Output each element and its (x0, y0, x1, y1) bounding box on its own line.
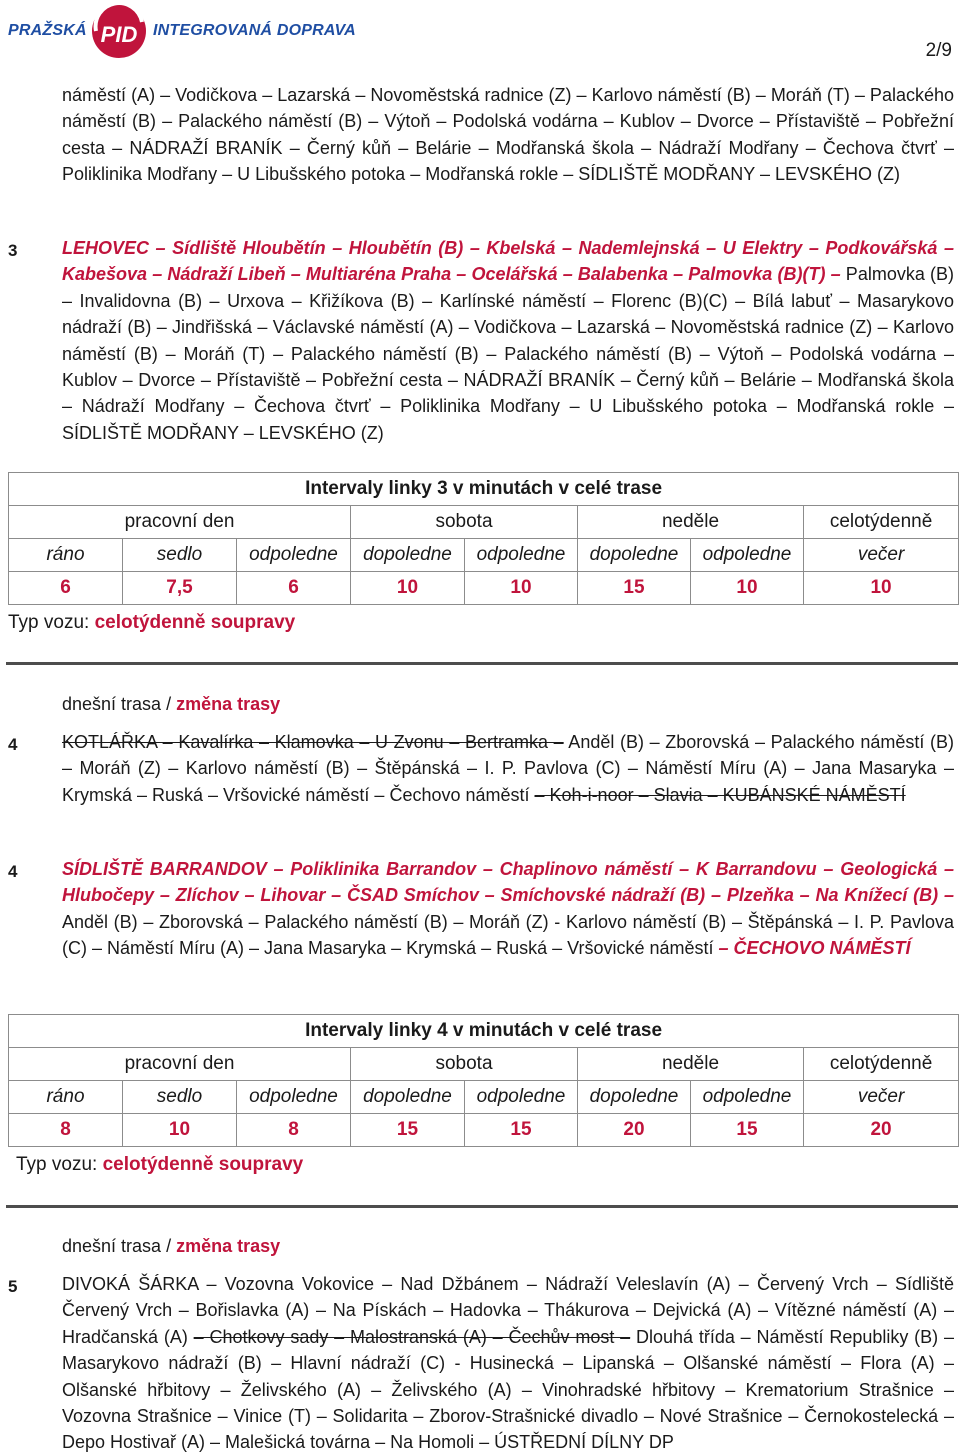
new-route-section: SÍDLIŠTĚ BARRANDOV – Poliklinika Barrandov – Chaplinovo náměstí – K Barrandovu – Geologická – Hlubočepy – Zlíchov – Lihovar – ČSAD Smíchov – Smíchovské nádraží (B) – Plzeňka – Na Knížecí (B) – (62, 859, 954, 906)
period: sedlo (123, 539, 237, 572)
interval-title: Intervaly linky 3 v minutách v celé trase (9, 473, 959, 506)
period: odpoledne (465, 1081, 578, 1114)
section-divider (6, 662, 958, 665)
cancelled-section: KOTLÁŘKA – Kavalírka – Klamovka – U Zvonu – Bertramka – (62, 732, 564, 752)
route-stops (62, 729, 954, 808)
interval-value: 15 (351, 1114, 465, 1147)
interval-value: 10 (351, 572, 465, 605)
cancelled-section: – Koh-i-noor – Slavia – KUBÁNSKÉ NÁMĚSTÍ (534, 784, 906, 805)
period: odpoledne (237, 1081, 351, 1114)
route-number: 4 (8, 862, 18, 881)
interval-title: Intervaly linky 4 v minutách v celé trase (9, 1015, 959, 1048)
interval-value: 10 (804, 572, 959, 605)
period: večer (804, 539, 959, 572)
period: ráno (9, 1081, 123, 1114)
new-route-section: – ČECHOVO NÁMĚSTÍ (718, 938, 911, 959)
interval-table-4 (8, 1014, 959, 1147)
vehicle-type-value: celotýdenně soupravy (102, 1154, 304, 1175)
current-route-label: dnešní trasa / (62, 694, 177, 714)
interval-value: 10 (691, 572, 804, 605)
interval-value: 10 (465, 572, 578, 605)
logo-text-right: INTEGROVANÁ DOPRAVA (153, 22, 356, 39)
period: odpoledne (691, 1081, 804, 1114)
cancelled-section: – Chotkovy sady – Malostranská (A) – Čechův most – (193, 1326, 631, 1347)
route-number: 5 (8, 1277, 18, 1296)
day-group: neděle (578, 1048, 804, 1081)
vehicle-type-label: Typ vozu: (8, 612, 90, 633)
interval-value: 8 (237, 1114, 351, 1147)
logo-badge-text: PID (100, 22, 138, 47)
day-group: sobota (351, 1048, 578, 1081)
vehicle-type-label: Typ vozu: (16, 1154, 98, 1175)
route-common-section: Palmovka (B) – Invalidovna (B) – Urxova – Křižíkova (B) – Karlínské náměstí – Florenc (B)(C) – Bílá labuť – Masarykovo nádraží (B) – Jindřišská – Václavské náměstí (A) – Vodičkova – Lazarská – Novoměstská radnice (Z) – Karlovo náměstí (B) – Moráň (T) – Palackého náměstí (B) – Palackého náměstí (B) – Výtoň – Podolská vodárna – Kublov – Dvorce – Přístaviště – Pobřežní cesta – NÁDRAŽÍ BRANÍK – Černý kůň – Belárie – Modřanská škola – Nádraží Modřany – Čechova čtvrť – Poliklinika Modřany – U Libušského potoka – Modřanská rokle – SÍDLIŠTĚ MODŘANY – LEVSKÉHO (Z) (62, 264, 954, 443)
route-stops (62, 235, 954, 446)
day-group: neděle (578, 506, 804, 539)
vehicle-type (8, 612, 295, 634)
interval-value: 15 (465, 1114, 578, 1147)
period: dopoledne (351, 539, 465, 572)
period: dopoledne (351, 1081, 465, 1114)
route-change-label (62, 694, 280, 715)
new-route-section: LEHOVEC – Sídliště Hloubětín – Hloubětín (B) – Kbelská – Nademlejnská – U Elektry – Podkovářská – Kabešova – Nádraží Libeň – Multiaréna Praha – Ocelářská – Balabenka – Palmovka (B)(T) – (62, 238, 954, 285)
route-common-section: Anděl (B) – Zborovská – Palackého náměstí (B) – Moráň (Z) - Karlovo náměstí (B) – Štěpánská – I. P. Pavlova (C) – Náměstí Míru (A) – Jana Masaryka – Krymská – Ruská – Vršovické náměstí (62, 911, 954, 959)
period: sedlo (123, 1081, 237, 1114)
day-group: pracovní den (9, 506, 351, 539)
page-header (0, 0, 960, 64)
period: ráno (9, 539, 123, 572)
section-divider (6, 1205, 958, 1208)
current-route-label: dnešní trasa / (62, 1236, 177, 1256)
vehicle-type-value: celotýdenně soupravy (94, 612, 296, 633)
interval-value: 15 (578, 572, 691, 605)
interval-value: 20 (578, 1114, 691, 1147)
route-change-text: změna trasy (176, 694, 281, 714)
logo-text-left: PRAŽSKÁ (8, 22, 87, 39)
period: večer (804, 1081, 959, 1114)
route-number: 4 (8, 735, 18, 754)
route-common-section: Anděl (B) – Zborovská – Palackého náměstí (B) – Moráň (Z) – Karlovo náměstí (B) – Štěpánská – I. P. Pavlova (C) – Náměstí Míru (A) – Jana Masaryka – Krymská – Ruská – Vršovické náměstí – Čechovo náměstí (62, 732, 954, 805)
route-change-text: změna trasy (176, 1236, 281, 1256)
day-group: sobota (351, 506, 578, 539)
page-number: 2/9 (925, 40, 952, 61)
day-group: celotýdenně (804, 1048, 959, 1081)
route-stops: náměstí (A) – Vodičkova – Lazarská – Novoměstská radnice (Z) – Karlovo náměstí (B) – Moráň (T) – Palackého náměstí (B) – Palackého náměstí (B) – Výtoň – Podolská vodárna – Kublov – Dvorce – Přístaviště – Pobřežní cesta – NÁDRAŽÍ BRANÍK – Černý kůň – Belárie – Modřanská škola – Nádraží Modřany – Čechova čtvrť – Poliklinika Modřany – U Libušského potoka – Modřanská rokle – SÍDLIŠTĚ MODŘANY – LEVSKÉHO (Z) (62, 85, 954, 185)
day-group: celotýdenně (804, 506, 959, 539)
interval-value: 10 (123, 1114, 237, 1147)
pid-logo (8, 2, 368, 62)
day-group: pracovní den (9, 1048, 351, 1081)
route-number: 3 (8, 241, 18, 260)
interval-table-3 (8, 472, 959, 605)
vehicle-type (16, 1154, 303, 1176)
interval-value: 6 (237, 572, 351, 605)
route-stops (62, 1271, 954, 1456)
interval-value: 8 (9, 1114, 123, 1147)
route-common-section: DIVOKÁ ŠÁRKA – Vozovna Vokovice – Nad Džbánem – Nádraží Veleslavín (A) – Červený Vrch – Sídliště Červený Vrch – Bořislavka (A) – Na Pískách – Hadovka – Thákurova – Dejvická (A) – Vítězné náměstí (A) – Hradčanská (A) (62, 1274, 954, 1347)
period: dopoledne (578, 539, 691, 572)
route-common-section: Dlouhá třída – Náměstí Republiky (B) – Masarykovo nádraží (B) – Hlavní nádraží (C) - Husinecká – Lipanská – Olšanské náměstí – Flora (A) – Olšanské hřbitovy – Želivského (A) – Želivského (A) – Vinohradské hřbitovy – Krematorium Strašnice – Vozovna Strašnice – Vinice (T) – Solidarita – Zborov-Strašnické divadlo – Nové Strašnice – Černokostelecká – Depo Hostivař (A) – Malešická továrna – Na Homoli – ÚSTŘEDNÍ DÍLNY DP (62, 1326, 954, 1453)
period: odpoledne (465, 539, 578, 572)
interval-value: 20 (804, 1114, 959, 1147)
route-stops (62, 856, 954, 962)
interval-value: 6 (9, 572, 123, 605)
period: dopoledne (578, 1081, 691, 1114)
pid-badge-icon (88, 2, 150, 60)
route-change-label (62, 1236, 280, 1257)
period: odpoledne (237, 539, 351, 572)
period: odpoledne (691, 539, 804, 572)
interval-value: 15 (691, 1114, 804, 1147)
interval-value: 7,5 (123, 572, 237, 605)
